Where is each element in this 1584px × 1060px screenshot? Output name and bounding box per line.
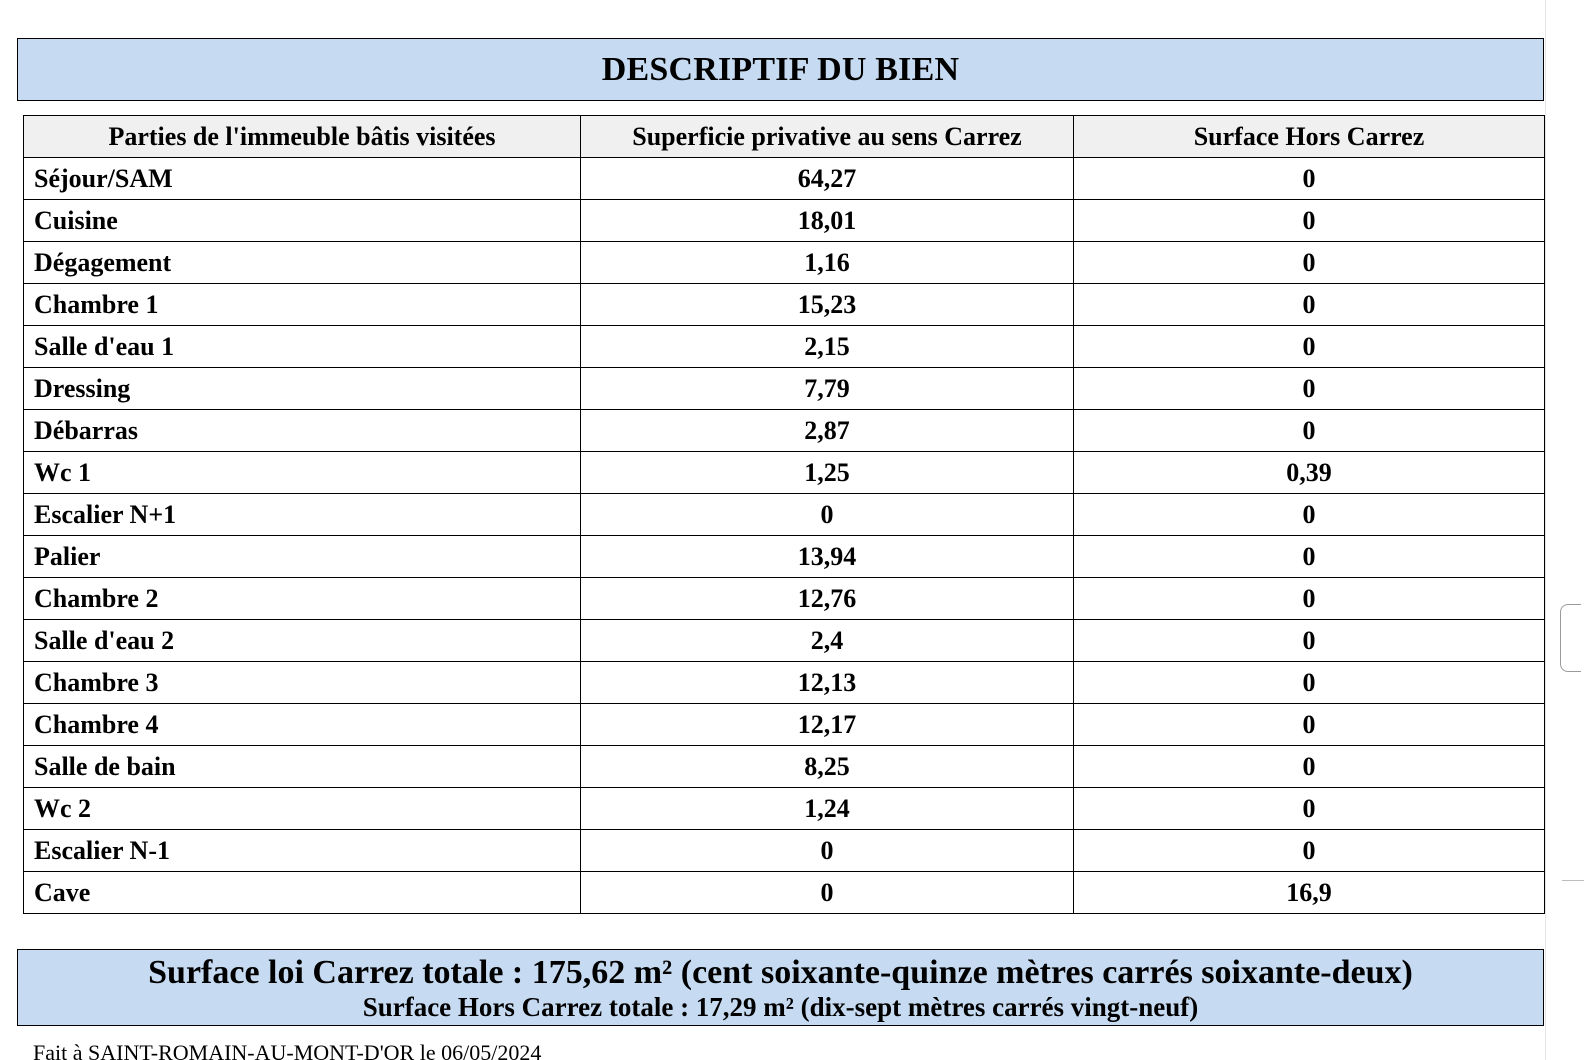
table-row	[24, 704, 1545, 746]
carrez-value: 2,87	[581, 410, 1074, 452]
hors-carrez-value: 0	[1074, 788, 1545, 830]
room-name: Chambre 4	[24, 704, 581, 746]
carrez-value: 0	[581, 494, 1074, 536]
table-row	[24, 536, 1545, 578]
table-row	[24, 662, 1545, 704]
room-name: Wc 1	[24, 452, 581, 494]
hors-carrez-value: 0	[1074, 662, 1545, 704]
header-rooms: Parties de l'immeuble bâtis visitées	[24, 116, 581, 158]
hors-carrez-value: 0,39	[1074, 452, 1545, 494]
carrez-value: 8,25	[581, 746, 1074, 788]
side-panel-divider	[1562, 880, 1584, 881]
hors-carrez-value: 0	[1074, 494, 1545, 536]
viewer-side-panel	[1545, 0, 1584, 1060]
table-row	[24, 284, 1545, 326]
carrez-value: 0	[581, 872, 1074, 914]
room-name: Salle d'eau 1	[24, 326, 581, 368]
hors-carrez-value: 0	[1074, 410, 1545, 452]
side-panel-tab[interactable]	[1560, 604, 1581, 672]
hors-carrez-value: 0	[1074, 536, 1545, 578]
table-row	[24, 494, 1545, 536]
page-title: DESCRIPTIF DU BIEN	[601, 50, 960, 88]
carrez-value: 64,27	[581, 158, 1074, 200]
hors-carrez-value: 0	[1074, 200, 1545, 242]
table-row	[24, 872, 1545, 914]
table-row	[24, 788, 1545, 830]
title-banner	[17, 38, 1544, 101]
hors-carrez-value: 0	[1074, 746, 1545, 788]
hors-carrez-value: 0	[1074, 158, 1545, 200]
carrez-value: 0	[581, 830, 1074, 872]
carrez-value: 2,4	[581, 620, 1074, 662]
hors-carrez-value: 0	[1074, 704, 1545, 746]
hors-carrez-value: 0	[1074, 620, 1545, 662]
room-name: Palier	[24, 536, 581, 578]
hors-carrez-value: 0	[1074, 830, 1545, 872]
carrez-value: 12,76	[581, 578, 1074, 620]
totals-banner	[17, 949, 1544, 1026]
header-hors-carrez: Surface Hors Carrez	[1074, 116, 1545, 158]
carrez-value: 1,16	[581, 242, 1074, 284]
table-row	[24, 620, 1545, 662]
room-name: Escalier N+1	[24, 494, 581, 536]
hors-carrez-value: 16,9	[1074, 872, 1545, 914]
table-row	[24, 368, 1545, 410]
carrez-value: 1,25	[581, 452, 1074, 494]
total-carrez: Surface loi Carrez totale : 175,62 m² (cent soixante-quinze mètres carrés soixante-deux)	[148, 954, 1413, 991]
carrez-value: 1,24	[581, 788, 1074, 830]
hors-carrez-value: 0	[1074, 284, 1545, 326]
table-row	[24, 578, 1545, 620]
carrez-value: 18,01	[581, 200, 1074, 242]
room-name: Débarras	[24, 410, 581, 452]
room-name: Chambre 1	[24, 284, 581, 326]
table-row	[24, 242, 1545, 284]
room-name: Dressing	[24, 368, 581, 410]
room-name: Chambre 3	[24, 662, 581, 704]
room-name: Wc 2	[24, 788, 581, 830]
hors-carrez-value: 0	[1074, 242, 1545, 284]
hors-carrez-value: 0	[1074, 578, 1545, 620]
table-row	[24, 452, 1545, 494]
table-row	[24, 746, 1545, 788]
carrez-value: 7,79	[581, 368, 1074, 410]
carrez-value: 12,13	[581, 662, 1074, 704]
table-row	[24, 830, 1545, 872]
hors-carrez-value: 0	[1074, 326, 1545, 368]
carrez-value: 2,15	[581, 326, 1074, 368]
room-name: Salle d'eau 2	[24, 620, 581, 662]
hors-carrez-value: 0	[1074, 368, 1545, 410]
table-row	[24, 200, 1545, 242]
carrez-value: 15,23	[581, 284, 1074, 326]
total-hors-carrez: Surface Hors Carrez totale : 17,29 m² (dix-sept mètres carrés vingt-neuf)	[362, 992, 1199, 1022]
room-name: Salle de bain	[24, 746, 581, 788]
table-row	[24, 158, 1545, 200]
room-name: Escalier N-1	[24, 830, 581, 872]
table-row	[24, 326, 1545, 368]
surface-table	[23, 115, 1545, 914]
room-name: Dégagement	[24, 242, 581, 284]
room-name: Cuisine	[24, 200, 581, 242]
header-carrez: Superficie privative au sens Carrez	[581, 116, 1074, 158]
table-row	[24, 410, 1545, 452]
table-header-row	[24, 116, 1545, 158]
room-name: Cave	[24, 872, 581, 914]
room-name: Séjour/SAM	[24, 158, 581, 200]
carrez-value: 13,94	[581, 536, 1074, 578]
carrez-value: 12,17	[581, 704, 1074, 746]
signature-place-date: Fait à SAINT-ROMAIN-AU-MONT-D'OR le 06/05/2024	[33, 1040, 542, 1060]
room-name: Chambre 2	[24, 578, 581, 620]
